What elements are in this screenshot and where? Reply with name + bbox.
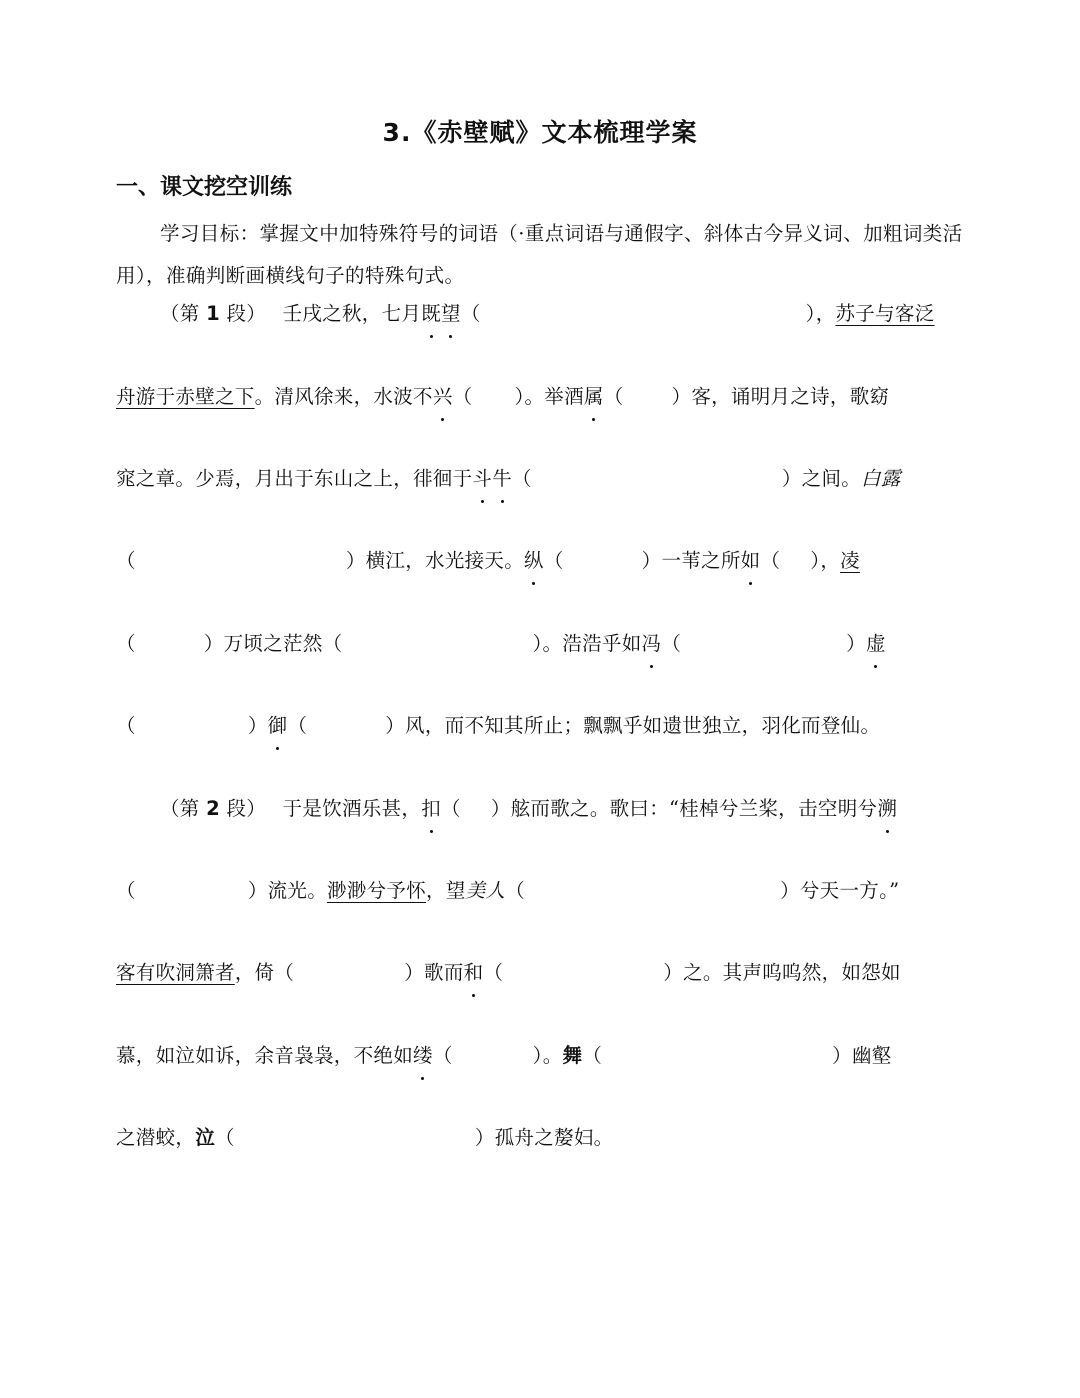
blank-open: （ [505, 879, 526, 902]
passage-line-11 [116, 1118, 966, 1158]
text: 窕之章。少焉，月出于东山之上，徘徊于 [116, 467, 473, 490]
blank-open: （ [441, 797, 461, 820]
ancient-modern-word: 美人 [465, 879, 506, 902]
blank-open: （ [215, 1126, 235, 1149]
text: ） [846, 632, 866, 655]
text: 慕，如泣如诉，余音袅袅，不绝如 [116, 1044, 414, 1067]
blank-open: （ [322, 632, 343, 655]
blank-open: （ [116, 549, 136, 572]
key-word: 纵 [524, 541, 544, 581]
key-word: 如 [741, 541, 761, 581]
key-word: 御 [268, 706, 288, 746]
passage-line-9 [116, 953, 966, 993]
passage-line-4 [116, 541, 966, 581]
text: ）风，而不知其所止；飘飘乎如遗世独立，羽化而登仙。 [385, 714, 881, 737]
text: ）歌而 [404, 961, 464, 984]
key-word: 虚 [866, 624, 886, 664]
text: ）客，诵明月之诗，歌窈 [671, 385, 890, 408]
section-heading: 一、课文挖空训练 [116, 175, 293, 200]
passage-line-8 [116, 871, 966, 911]
text: ）横江，水光接天。 [345, 549, 525, 572]
underlined-sentence: （ ）万顷之茫然 [116, 632, 323, 655]
underlined-sentence: 客有吹洞箫者 [116, 961, 235, 984]
learning-goal: 学习目标：掌握文中加特殊符号的词语（·重点词语与通假字、斜体古今异义词、加粗词类活用），准确判断画横线句子的特殊句式。 [116, 222, 963, 287]
text: ，倚（ [234, 961, 295, 984]
text: ） [247, 714, 268, 737]
text: 于是饮酒乐甚， [282, 797, 422, 820]
underlined-sentence: 苏子与客泛 [835, 302, 935, 325]
text: 幽壑 [851, 1044, 892, 1067]
underlined-sentence: 渺渺兮予怀 [327, 879, 427, 902]
blank-open: （ [483, 961, 504, 984]
text: ）孤舟之嫠妇。 [474, 1126, 614, 1149]
passage-line-2 [116, 377, 966, 417]
passage-line-7 [116, 789, 966, 829]
key-word: 望 [441, 294, 461, 334]
key-word: 牛 [492, 459, 512, 499]
blank-open: （ [582, 1044, 603, 1067]
text: ）舷而歌之。歌曰：“桂棹兮兰桨，击空明兮 [490, 797, 878, 820]
passage-line-10 [116, 1036, 966, 1076]
text: ）流光。 [247, 879, 328, 902]
text: ）兮天一方。” [780, 879, 900, 902]
key-word: 缕 [413, 1036, 433, 1076]
text: 。清风徐来，水波不 [254, 385, 433, 408]
blank-open: （ [460, 302, 481, 325]
passage-line-6 [116, 706, 966, 746]
key-word: 和 [464, 953, 484, 993]
blank-open: （ [116, 714, 136, 737]
text: ）一苇之所 [641, 549, 741, 572]
page-title: 3.《赤壁赋》文本梳理学案 [382, 118, 698, 147]
passage-line-5 [116, 624, 966, 664]
blank-open: （ [760, 549, 781, 572]
key-word: 既 [421, 294, 441, 334]
paragraph-label: （第 2 段） [160, 797, 267, 820]
ancient-modern-word: 白露 [861, 467, 901, 490]
key-word: 属 [584, 377, 604, 417]
underlined-sentence: 凌 [840, 549, 860, 572]
passage-line-1 [116, 294, 966, 334]
blank-open: （ [452, 385, 473, 408]
blank-open: （ [116, 879, 136, 902]
text: 壬戌之秋，七月 [282, 302, 422, 325]
key-word: 兴 [433, 377, 453, 417]
blank-open: （ [603, 385, 624, 408]
text: ，望 [426, 879, 466, 902]
blank-open: （ [512, 467, 532, 490]
paragraph-label: （第 1 段） [160, 302, 267, 325]
word-class-usage: 泣 [195, 1126, 216, 1149]
blank-open: （ [287, 714, 308, 737]
blank-open: （ [432, 1044, 453, 1067]
key-word: 冯 [642, 624, 662, 664]
text: ） [832, 1044, 852, 1067]
text: ）， [810, 549, 841, 572]
text: ）之间。 [781, 467, 862, 490]
key-word: 扣 [421, 789, 441, 829]
key-word: 溯 [877, 789, 897, 829]
word-class-usage: 舞 [562, 1044, 583, 1067]
text: ）之。其声呜呜然，如怨如 [663, 961, 901, 984]
text: 之潜蛟， [116, 1126, 196, 1149]
passage-line-3 [116, 459, 966, 499]
text: ）。浩浩乎如 [532, 632, 642, 655]
text: ）。 [532, 1044, 563, 1067]
blank-open: （ [661, 632, 682, 655]
text: ）， [805, 302, 836, 325]
text: ）。举酒 [514, 385, 584, 408]
underlined-sentence: 舟游于赤壁之下 [116, 385, 255, 408]
key-word: 斗 [472, 459, 492, 499]
blank-open: （ [543, 549, 564, 572]
